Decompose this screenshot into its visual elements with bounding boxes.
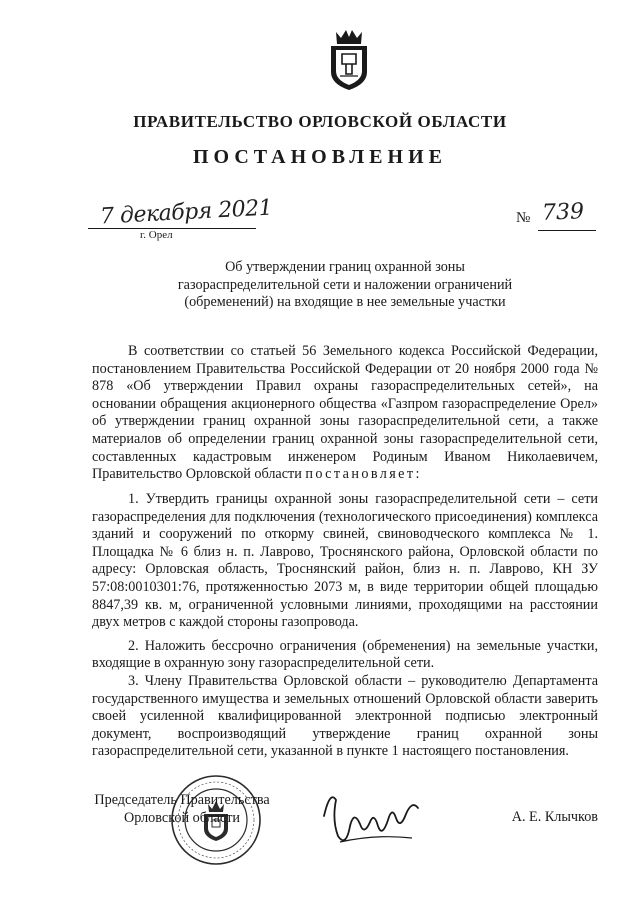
signer-name: А. Е. Клычков [511, 809, 598, 825]
subject-line: газораспределительной сети и наложении ограничений [177, 276, 513, 293]
signer-position [92, 792, 272, 827]
preamble-paragraph [92, 343, 598, 484]
subject-line: (обременений) на входящие в нее земельные участки [184, 294, 506, 310]
document-city: г. Орел [140, 229, 173, 241]
coat-of-arms-icon [326, 28, 372, 92]
resolves-word: постановляет: [305, 466, 422, 483]
document-date: 7 декабря 2021 [99, 195, 273, 230]
government-name: ПРАВИТЕЛЬСТВО ОРЛОВСКОЙ ОБЛАСТИ [133, 112, 507, 131]
preamble [92, 343, 598, 484]
document-subject [150, 259, 540, 312]
document-number: 739 [541, 199, 585, 226]
resolution-items [92, 491, 598, 761]
signer-position-line: Председатель Правительства [94, 792, 270, 808]
resolution-item: 3. Члену Правительства Орловской области – руководителю Департамента государственного имущества и земельных отношений Орловской области заверить своей усиленной квалифицированной электронной подписью электронный документ, воспроизводящий утверждение границ охранной зоны газораспределительной сети, указанной в пункте 1 настоящего постановления. [92, 672, 598, 760]
handwritten-signature-icon [316, 786, 426, 856]
resolution-item: 1. Утвердить границы охранной зоны газораспределительной сети – сети газораспределения для подключения (технологического присоединения) комплекса зданий и сооружений по откорму свиней, свиноводческого комплекса № 1. Площадка № 6 близ н. п. Лаврово, Троснянского района, Орловской области по адресу: Орловская область, Троснянский район, близ н. п. Лаврово, КН ЗУ 57:08:0010301:76, протяженностью 2073 м, в виде территории общей площадью 8847,39 кв. м, ограниченной условными линиями, проходящими на расстоянии двух метров с каждой стороны газопровода. [92, 491, 598, 631]
signer-position-line: Орловской области [123, 809, 241, 826]
preamble-text: В соответствии со статьей 56 Земельного кодекса Российской Федерации, постановлением Правительства Российской Федерации от 20 ноября 2000 года № 878 «Об утверждении Правил охраны газораспределительных сетей», на основании обращения акционерного общества «Газпром газораспределение Орел» об утверждении границ охранной зоны газораспределительной сети, а также материалов об определении границ охранной зоны газораспределительной сети, составленных кадастровым инженером Родиным Иваном Николаевичем, Правительство Орловской области [92, 343, 598, 483]
resolution-item: 2. Наложить бессрочно ограничения (обременения) на земельные участки, входящие в охранную зону газораспределительной сети. [92, 637, 598, 672]
document-type: ПОСТАНОВЛЕНИЕ [193, 146, 447, 168]
number-label: № [516, 210, 531, 226]
subject-line: Об утверждении границ охранной зоны [225, 259, 465, 275]
number-underline [538, 230, 596, 231]
